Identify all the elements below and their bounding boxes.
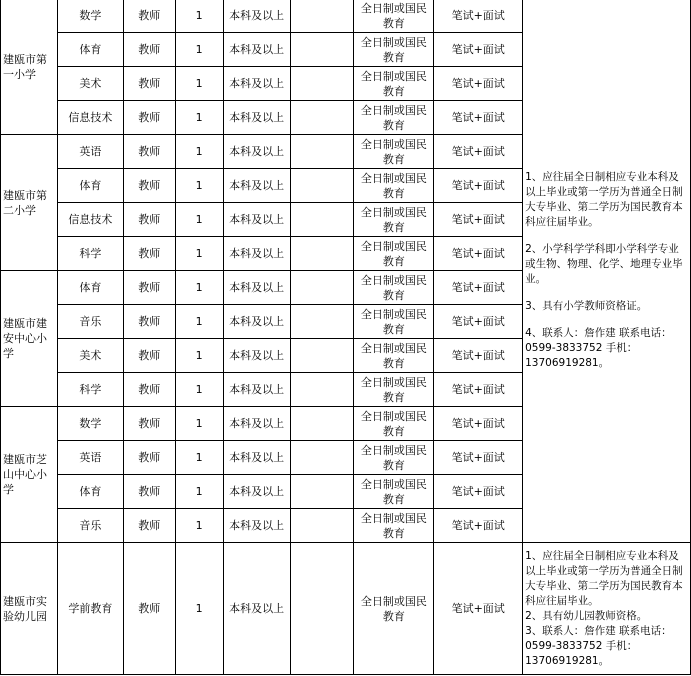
subject-cell: 体育 [57,271,123,305]
subject-cell: 学前教育 [57,543,123,675]
subject-cell: 美术 [57,339,123,373]
education-cell: 本科及以上 [223,203,290,237]
subject-cell: 信息技术 [57,203,123,237]
study-type-cell: 全日制或国民教育 [354,373,434,407]
subject-cell: 信息技术 [57,101,123,135]
empty-cell [290,305,354,339]
education-cell: 本科及以上 [223,475,290,509]
post-cell: 教师 [123,305,175,339]
post-cell: 教师 [123,373,175,407]
count-cell: 1 [175,441,223,475]
empty-cell [290,0,354,33]
post-cell: 教师 [123,407,175,441]
subject-cell: 英语 [57,135,123,169]
education-cell: 本科及以上 [223,509,290,543]
note-paragraph: 3、联系人：詹作建 联系电话：0599-3833752 手机：13706919281。 [525,624,672,667]
empty-cell [290,441,354,475]
note-paragraph: 2、小学科学学科即小学科学专业或生物、物理、化学、地理专业毕业。 [525,243,683,285]
empty-cell [290,475,354,509]
count-cell: 1 [175,0,223,33]
post-cell: 教师 [123,475,175,509]
study-type-cell: 全日制或国民教育 [354,169,434,203]
study-type-cell: 全日制或国民教育 [354,271,434,305]
empty-cell [290,203,354,237]
post-cell: 教师 [123,543,175,675]
subject-cell: 数学 [57,0,123,33]
study-type-cell: 全日制或国民教育 [354,0,434,33]
requirements-note-primary [523,0,691,543]
education-cell: 本科及以上 [223,441,290,475]
exam-method-cell: 笔试+面试 [434,475,523,509]
exam-method-cell: 笔试+面试 [434,305,523,339]
subject-cell: 科学 [57,237,123,271]
exam-method-cell: 笔试+面试 [434,169,523,203]
subject-cell: 音乐 [57,509,123,543]
count-cell: 1 [175,203,223,237]
post-cell: 教师 [123,441,175,475]
study-type-cell: 全日制或国民教育 [354,67,434,101]
study-type-cell: 全日制或国民教育 [354,135,434,169]
count-cell: 1 [175,509,223,543]
empty-cell [290,135,354,169]
empty-cell [290,373,354,407]
post-cell: 教师 [123,135,175,169]
exam-method-cell: 笔试+面试 [434,135,523,169]
exam-method-cell: 笔试+面试 [434,441,523,475]
exam-method-cell: 笔试+面试 [434,0,523,33]
post-cell: 教师 [123,33,175,67]
education-cell: 本科及以上 [223,101,290,135]
school-name-cell: 建瓯市实验幼儿园 [1,543,58,675]
requirements-note-kindergarten [523,543,691,675]
study-type-cell: 全日制或国民教育 [354,203,434,237]
exam-method-cell: 笔试+面试 [434,67,523,101]
note-paragraph: 1、应往届全日制相应专业本科及以上毕业或第一学历为普通全日制大专毕业、第二学历为国民教育本科应往届毕业。 [525,171,683,228]
note-paragraph: 1、应往届全日制相应专业本科及以上毕业或第一学历为普通全日制大专毕业、第二学历为国民教育本科应往届毕业。 [525,549,683,607]
study-type-cell: 全日制或国民教育 [354,441,434,475]
school-name-cell: 建瓯市第二小学 [1,135,58,271]
count-cell: 1 [175,543,223,675]
note-paragraph: 3、具有小学教师资格证。 [525,300,648,312]
education-cell: 本科及以上 [223,305,290,339]
table-row [1,543,691,675]
post-cell: 教师 [123,339,175,373]
empty-cell [290,339,354,373]
education-cell: 本科及以上 [223,407,290,441]
subject-cell: 科学 [57,373,123,407]
study-type-cell: 全日制或国民教育 [354,407,434,441]
count-cell: 1 [175,475,223,509]
count-cell: 1 [175,407,223,441]
study-type-cell: 全日制或国民教育 [354,305,434,339]
count-cell: 1 [175,33,223,67]
count-cell: 1 [175,271,223,305]
empty-cell [290,237,354,271]
school-name-cell: 建瓯市第一小学 [1,0,58,135]
subject-cell: 美术 [57,67,123,101]
post-cell: 教师 [123,67,175,101]
study-type-cell: 全日制或国民教育 [354,339,434,373]
exam-method-cell: 笔试+面试 [434,407,523,441]
empty-cell [290,67,354,101]
table-body [1,0,691,675]
exam-method-cell: 笔试+面试 [434,339,523,373]
exam-method-cell: 笔试+面试 [434,101,523,135]
count-cell: 1 [175,169,223,203]
post-cell: 教师 [123,203,175,237]
empty-cell [290,271,354,305]
count-cell: 1 [175,339,223,373]
school-name-cell: 建瓯市芝山中心小学 [1,407,58,543]
education-cell: 本科及以上 [223,543,290,675]
count-cell: 1 [175,373,223,407]
empty-cell [290,509,354,543]
exam-method-cell: 笔试+面试 [434,543,523,675]
education-cell: 本科及以上 [223,67,290,101]
subject-cell: 英语 [57,441,123,475]
empty-cell [290,543,354,675]
exam-method-cell: 笔试+面试 [434,509,523,543]
study-type-cell: 全日制或国民教育 [354,33,434,67]
study-type-cell: 全日制或国民教育 [354,509,434,543]
school-name-cell: 建瓯市建安中心小学 [1,271,58,407]
exam-method-cell: 笔试+面试 [434,33,523,67]
post-cell: 教师 [123,101,175,135]
study-type-cell: 全日制或国民教育 [354,475,434,509]
empty-cell [290,407,354,441]
note-paragraph: 2、具有幼儿园教师资格。 [525,609,648,622]
education-cell: 本科及以上 [223,373,290,407]
post-cell: 教师 [123,169,175,203]
exam-method-cell: 笔试+面试 [434,203,523,237]
subject-cell: 体育 [57,169,123,203]
education-cell: 本科及以上 [223,237,290,271]
education-cell: 本科及以上 [223,0,290,33]
post-cell: 教师 [123,271,175,305]
subject-cell: 体育 [57,475,123,509]
exam-method-cell: 笔试+面试 [434,373,523,407]
count-cell: 1 [175,305,223,339]
empty-cell [290,33,354,67]
subject-cell: 音乐 [57,305,123,339]
empty-cell [290,169,354,203]
exam-method-cell: 笔试+面试 [434,271,523,305]
education-cell: 本科及以上 [223,33,290,67]
exam-method-cell: 笔试+面试 [434,237,523,271]
count-cell: 1 [175,67,223,101]
education-cell: 本科及以上 [223,271,290,305]
education-cell: 本科及以上 [223,135,290,169]
count-cell: 1 [175,237,223,271]
subject-cell: 体育 [57,33,123,67]
study-type-cell: 全日制或国民教育 [354,237,434,271]
table-row [1,0,691,33]
education-cell: 本科及以上 [223,339,290,373]
post-cell: 教师 [123,237,175,271]
post-cell: 教师 [123,509,175,543]
count-cell: 1 [175,135,223,169]
study-type-cell: 全日制或国民教育 [354,543,434,675]
post-cell: 教师 [123,0,175,33]
education-cell: 本科及以上 [223,169,290,203]
study-type-cell: 全日制或国民教育 [354,101,434,135]
note-paragraph: 4、联系人：詹作建 联系电话：0599-3833752 手机：13706919281。 [525,327,672,369]
subject-cell: 数学 [57,407,123,441]
empty-cell [290,101,354,135]
count-cell: 1 [175,101,223,135]
